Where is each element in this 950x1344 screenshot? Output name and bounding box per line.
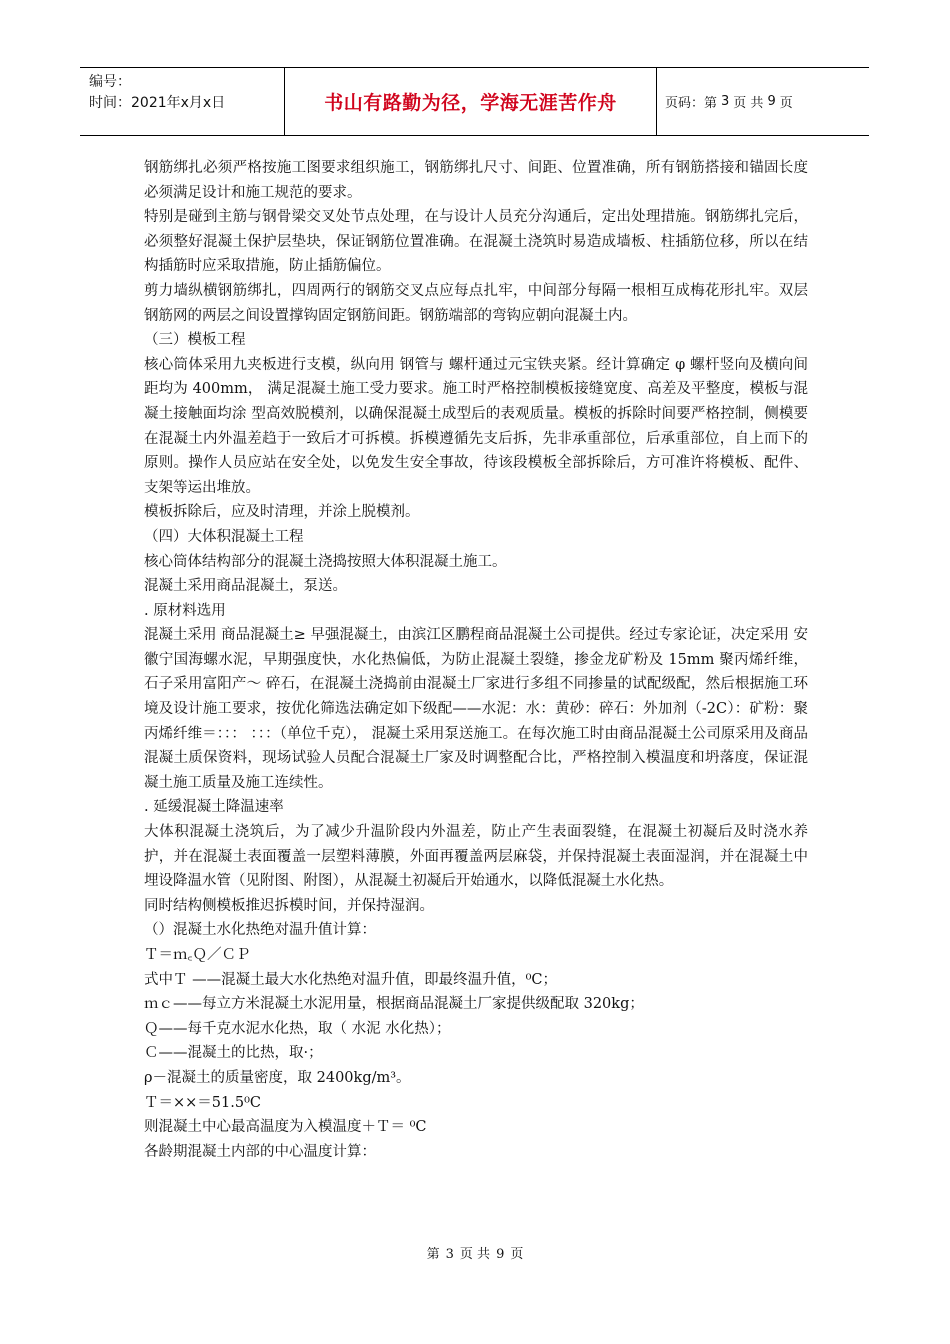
paragraph: 同时结构侧模板推迟拆模时间，并保持湿润。 bbox=[144, 897, 434, 914]
paragraph: （）混凝土水化热绝对温升值计算： bbox=[144, 922, 376, 939]
paragraph: 剪力墙纵横钢筋绑扎，四周两行的钢筋交叉点应每点扎牢，中间部分每隔一根相互成梅花形扎牢。双层钢筋网的两层之间设置撑钩固定钢筋间距。钢筋端部的弯钩应朝向混凝土内。 bbox=[144, 282, 808, 324]
page-total: 9 bbox=[767, 94, 776, 109]
footer-total: 9 bbox=[496, 1247, 505, 1262]
footer-post: 页 bbox=[510, 1247, 524, 1262]
formula: Ｔ＝ｍ꜀Ｑ／ＣＰ bbox=[144, 947, 251, 963]
header-meta bbox=[80, 68, 285, 135]
header-page-info bbox=[657, 68, 869, 135]
paragraph: 特别是碰到主筋与钢骨梁交叉处节点处理，在与设计人员充分沟通后，定出处理措施。钢筋绑扎完后，必须整好混凝土保护层垫块，保证钢筋位置准确。在混凝土浇筑时易造成墙板、柱插筋位移，所以在结构插筋时应采取措施，防止插筋偏位。 bbox=[144, 209, 808, 275]
paragraph: Ｑ——每千克水泥水化热，取（ 水泥 水化热）； bbox=[144, 1020, 451, 1037]
paragraph: Ｃ——混凝土的比热，取·； bbox=[144, 1045, 323, 1062]
document-body bbox=[144, 156, 808, 1164]
page-mid: 页 共 bbox=[733, 96, 764, 111]
formula: Ｔ＝××＝51.5⁰C bbox=[144, 1094, 261, 1111]
paragraph: ｍｃ——每立方米混凝土水泥用量，根据商品混凝土厂家提供级配取 320kg； bbox=[144, 996, 644, 1013]
page-current: 3 bbox=[721, 94, 730, 109]
paragraph: 大体积混凝土浇筑后，为了减少升温阶段内外温差，防止产生表面裂缝，在混凝土初凝后及时浇水养护，并在混凝土表面覆盖一层塑料薄膜，外面再覆盖两层麻袋，并保持混凝土表面湿润，并在混凝土中埋设降温水管（见附图、附图），从混凝土初凝后开始通水，以降低混凝土水化热。 bbox=[144, 824, 808, 890]
paragraph: 则混凝土中心最高温度为入模温度＋Ｔ＝ ⁰C bbox=[144, 1119, 427, 1136]
footer-pre: 第 bbox=[426, 1247, 440, 1262]
paragraph: 核心筒体采用九夹板进行支模，纵向用 钢管与 螺杆通过元宝铁夹紧。经计算确定 φ 螺杆竖向及横向间距均为 400mm， 满足混凝土施工受力要求。施工时严格控制模板接缝宽度、高差及平整度，模板与混凝土接触面均涂 型高效脱模剂，以确保混凝土成型后的表观质量。模板的拆除时间要严格控制，侧模要在混凝土内外温差趋于一致后才可拆模。拆模遵循先支后拆，先非承重部位，后承重部位，自上而下的原则。操作人员应站在安全处，以免发生安全事故，待该段模板全部拆除后，方可准许将模板、配件、支架等运出堆放。 bbox=[144, 356, 808, 496]
paragraph: 混凝土采用 商品混凝土≥ 早强混凝土，由滨江区鹏程商品混凝土公司提供。经过专家论证，决定采用 安徽宁国海螺水泥，早期强度快，水化热偏低，为防止混凝土裂缝，掺金龙矿粉及 15mm 聚丙烯纤维，石子采用富阳产～ 碎石，在混凝土浇捣前由混凝土厂家进行多组不同掺量的试配级配，然后根据施工环境及设计施工要求，按优化筛选法确定如下级配——水泥：水：黄砂：碎石：外加剂（-2C）：矿粉：聚丙烯纤维＝：：： ：：：（单位千克）， 混凝土采用泵送施工。在每次施工时由商品混凝土公司原采用及商品混凝土质保资料，现场试验人员配合混凝土厂家及时调整配合比，严格控制入模温度和坍落度，保证混凝土施工质量及施工连续性。 bbox=[144, 627, 808, 791]
paragraph: 核心筒体结构部分的混凝土浇捣按照大体积混凝土施工。 bbox=[144, 553, 507, 570]
doc-code-label: 编号： bbox=[89, 74, 131, 90]
paragraph: 各龄期混凝土内部的中心温度计算： bbox=[144, 1143, 376, 1160]
subsection-heading: . 原材料选用 bbox=[144, 602, 226, 619]
paragraph: 混凝土采用商品混凝土，泵送。 bbox=[144, 578, 347, 595]
section-heading: （三）模板工程 bbox=[144, 332, 246, 349]
footer-mid: 页 共 bbox=[459, 1247, 491, 1262]
page-end: 页 bbox=[779, 96, 793, 111]
subsection-heading: . 延缓混凝土降温速率 bbox=[144, 799, 284, 816]
doc-time: 时间：2021年x月x日 bbox=[89, 95, 226, 111]
page-header bbox=[80, 67, 869, 136]
section-heading: （四）大体积混凝土工程 bbox=[144, 528, 304, 545]
paragraph: 式中Ｔ ——混凝土最大水化热绝对温升值，即最终温升值，⁰C； bbox=[144, 971, 558, 988]
header-motto: 书山有路勤为径，学海无涯苦作舟 bbox=[324, 92, 617, 114]
header-motto-cell bbox=[285, 68, 657, 135]
page-label: 页码：第 bbox=[665, 96, 718, 111]
footer-current: 3 bbox=[445, 1247, 454, 1262]
paragraph: 钢筋绑扎必须严格按施工图要求组织施工，钢筋绑扎尺寸、间距、位置准确，所有钢筋搭接和锚固长度必须满足设计和施工规范的要求。 bbox=[144, 160, 808, 201]
paragraph: 模板拆除后，应及时清理，并涂上脱模剂。 bbox=[144, 504, 420, 521]
page-footer bbox=[0, 1243, 950, 1262]
paragraph: ρ－混凝土的质量密度，取 2400kg/m³。 bbox=[144, 1069, 411, 1086]
